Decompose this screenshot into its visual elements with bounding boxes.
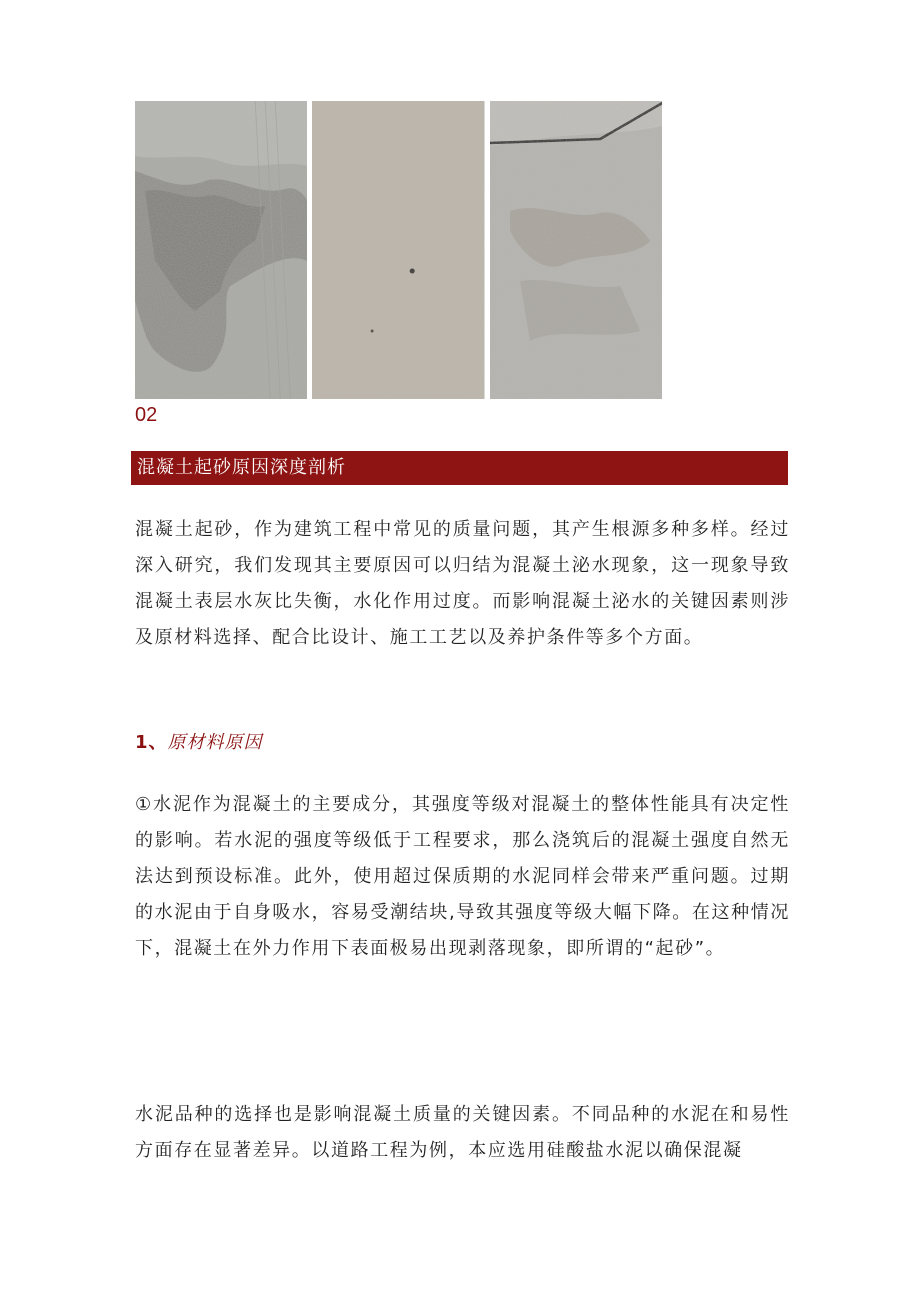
subsection-number: 1、 <box>135 732 168 753</box>
intro-paragraph: 混凝土起砂，作为建筑工程中常见的质量问题，其产生根源多种多样。经过深入研究，我们发现其主要原因可以归结为混凝土泌水现象，这一现象导致混凝土表层水灰比失衡，水化作用过度。而影响混凝土泌水的关键因素则涉及原材料选择、配合比设计、施工工艺以及养护条件等多个方面。 <box>135 519 790 648</box>
section-number: 02 <box>135 404 158 426</box>
body-paragraph-cement-strength: ①水泥作为混凝土的主要成分，其强度等级对混凝土的整体性能具有决定性的影响。若水泥的强度等级低于工程要求，那么浇筑后的混凝土强度自然无法达到预设标准。此外，使用超过保质期的水泥同样会带来严重问题。过期的水泥由于自身吸水，容易受潮结块,导致其强度等级大幅下降。在这种情况下，混凝土在外力作用下表面极易出现剥落现象，即所谓的“起砂”。 <box>135 794 790 959</box>
section-title-banner: 混凝土起砂原因深度剖析 <box>131 451 788 485</box>
body-paragraph-cement-type: 水泥品种的选择也是影响混凝土质量的关键因素。不同品种的水泥在和易性方面存在显著差异。以道路工程为例，本应选用硅酸盐水泥以确保混凝 <box>135 1104 790 1161</box>
photo-sanding-surface-middle <box>312 101 484 399</box>
photo-sanding-surface-right <box>490 101 662 399</box>
photo-sanding-surface-left <box>135 101 307 399</box>
subsection-title: 原材料原因 <box>167 732 263 753</box>
subsection-heading <box>135 728 263 758</box>
photo-strip <box>135 101 662 399</box>
